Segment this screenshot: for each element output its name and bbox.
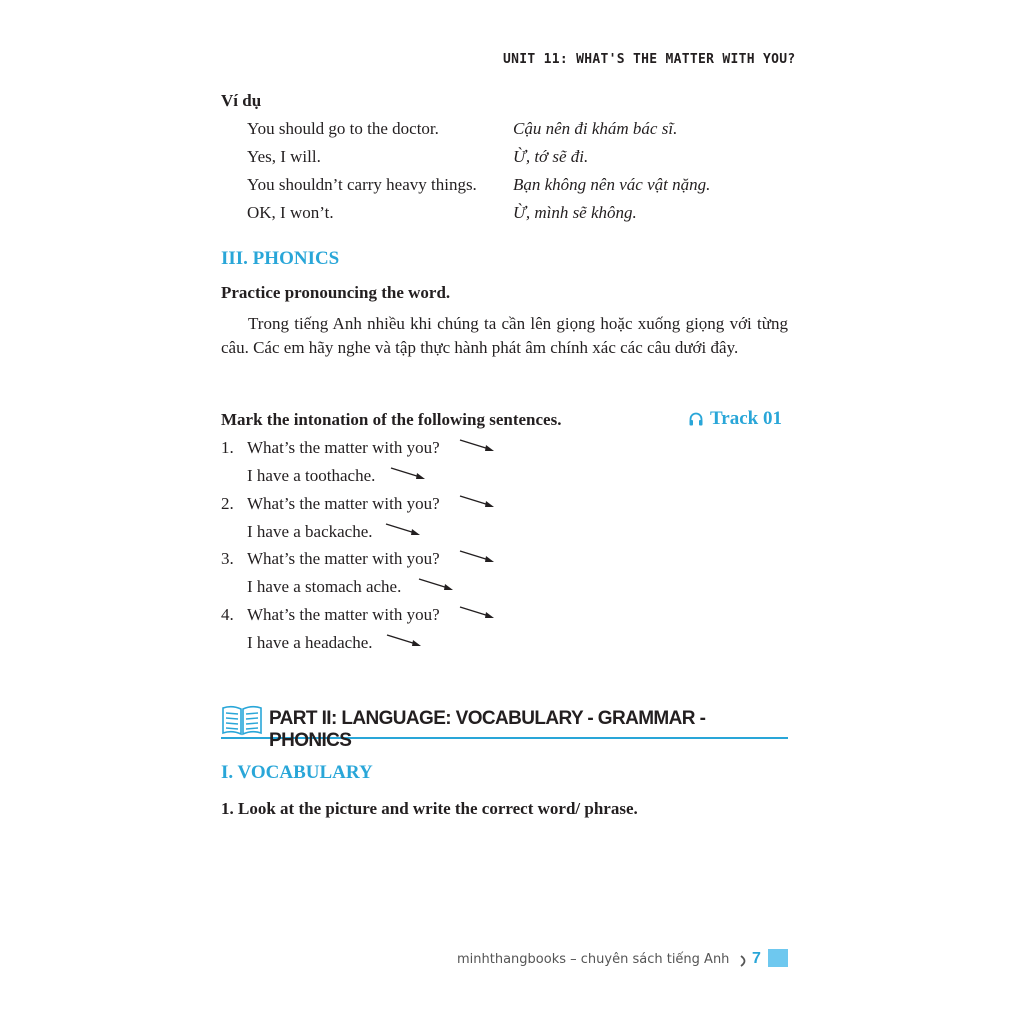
item-question-3: What’s the matter with you? [247,549,440,568]
example-en-1: You should go to the doctor. [247,119,439,138]
falling-intonation-arrow-icon [418,577,456,593]
item-answer-2: I have a backache. [247,522,373,541]
footer-publisher: minhthangbooks – chuyên sách tiếng Anh [457,952,730,967]
part-two-banner [221,703,788,751]
track-label[interactable] [688,409,782,429]
falling-intonation-arrow-icon [459,494,497,510]
example-vi-3: Bạn không nên vác vật nặng. [513,175,711,194]
vocabulary-task-1: 1. Look at the picture and write the correct word/ phrase. [221,799,638,818]
example-en-3: You shouldn’t carry heavy things. [247,175,477,194]
example-label: Ví dụ [221,91,262,110]
page-marker-icon [740,954,749,972]
item-answer-4: I have a headache. [247,633,373,652]
falling-intonation-arrow-icon [390,466,428,482]
item-question-4: What’s the matter with you? [247,605,440,624]
item-number-4: 4. [221,605,234,624]
phonics-instruction: Practice pronouncing the word. [221,283,451,302]
item-answer-1: I have a toothache. [247,466,376,485]
item-number-1: 1. [221,438,234,457]
vocabulary-heading: I. VOCABULARY [221,762,373,783]
example-vi-1: Cậu nên đi khám bác sĩ. [513,119,678,138]
example-vi-4: Ừ, mình sẽ không. [513,203,637,222]
falling-intonation-arrow-icon [459,438,497,454]
page-square [768,949,788,967]
item-number-3: 3. [221,549,234,568]
open-book-icon [221,703,263,737]
falling-intonation-arrow-icon [386,633,424,649]
phonics-paragraph: Trong tiếng Anh nhiều khi chúng ta cần lên giọng hoặc xuống giọng với từng câu. Các em hãy nghe và tập thực hành phát âm chính xác các câu dưới đây. [221,314,788,357]
phonics-heading: III. PHONICS [221,248,340,269]
falling-intonation-arrow-icon [459,549,497,565]
item-number-2: 2. [221,494,234,513]
part-two-title: PART II: LANGUAGE: VOCABULARY - GRAMMAR - PHONICS [269,708,706,751]
falling-intonation-arrow-icon [459,605,497,621]
page-number: 7 [752,950,761,967]
example-vi-2: Ừ, tớ sẽ đi. [513,147,589,166]
track-text: Track 01 [710,408,782,429]
item-answer-3: I have a stomach ache. [247,577,402,596]
item-question-1: What’s the matter with you? [247,438,440,457]
intonation-task: Mark the intonation of the following sentences. [221,410,562,429]
example-en-2: Yes, I will. [247,147,321,166]
falling-intonation-arrow-icon [385,522,423,538]
item-question-2: What’s the matter with you? [247,494,440,513]
example-en-4: OK, I won’t. [247,203,334,222]
running-header: UNIT 11: WHAT'S THE MATTER WITH YOU? [503,52,796,67]
headphones-icon [688,411,704,427]
